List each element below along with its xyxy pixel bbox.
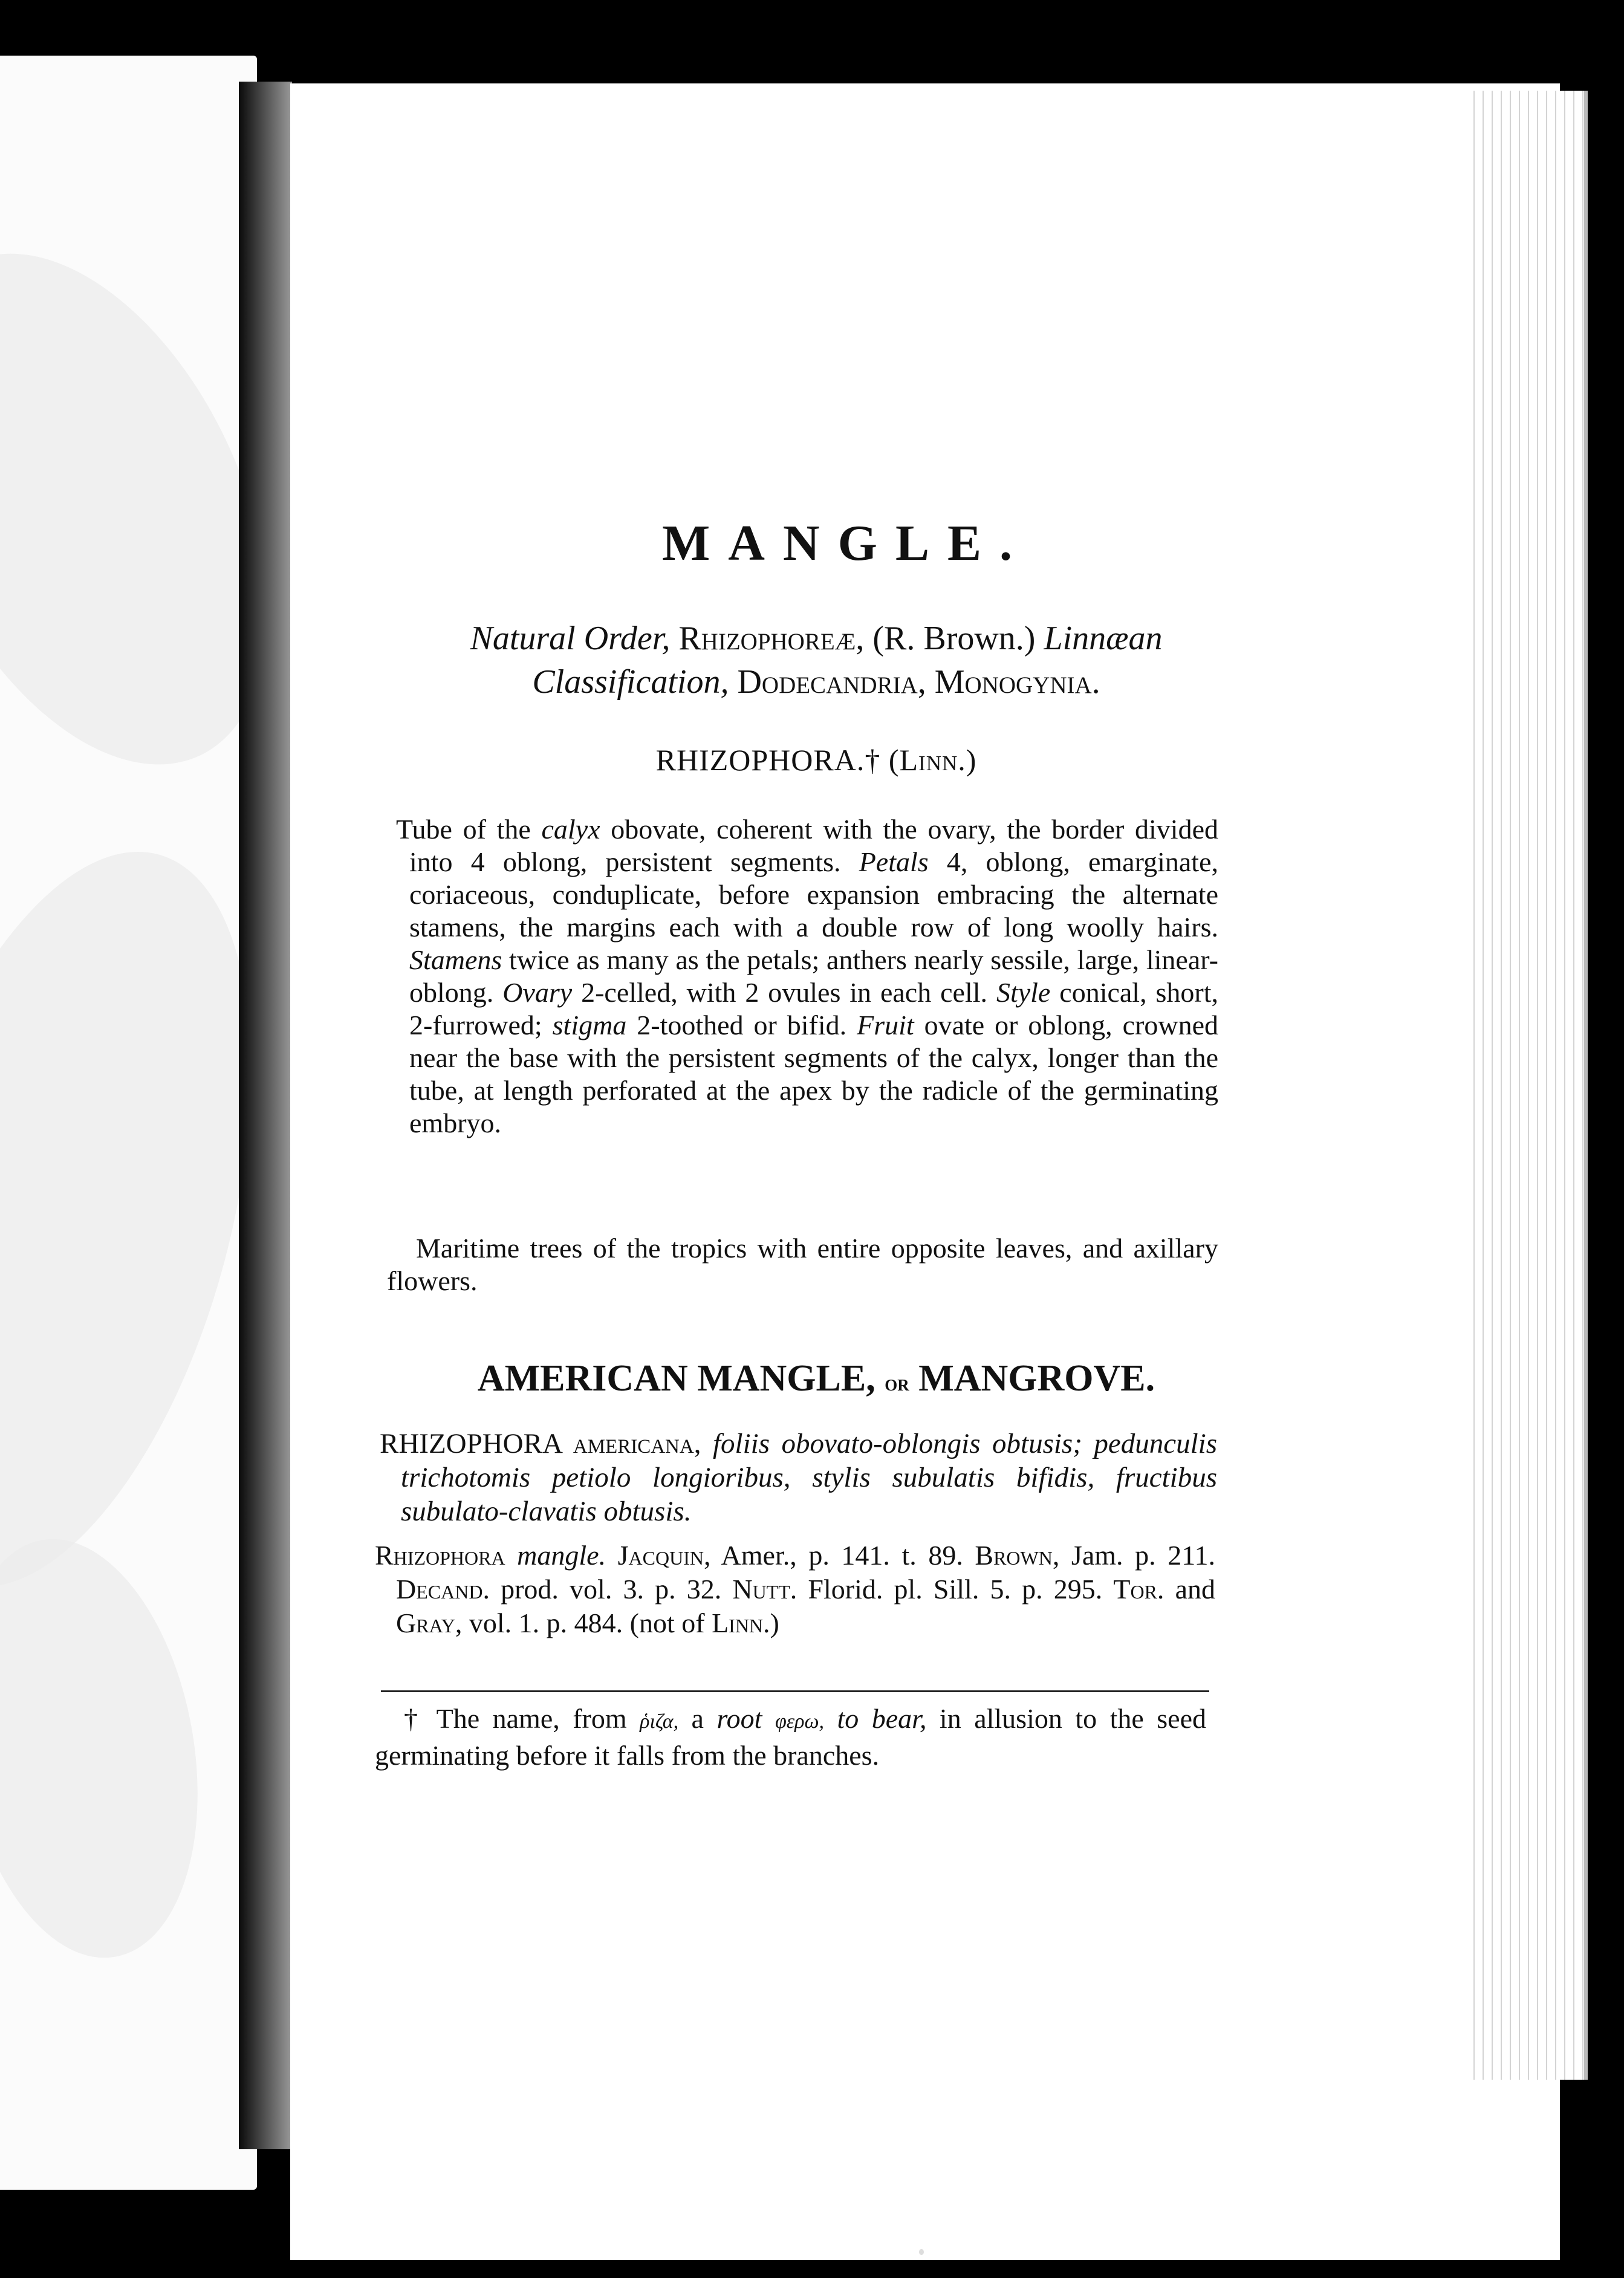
paper-speck (919, 2249, 924, 2255)
natural-order: Natural Order, Rhizophoreæ, (R. Brown.) Linnæan Classification, Dodecandria, Monogynia. (470, 620, 1163, 701)
bleed-through-plate-lower (0, 811, 257, 1628)
page-edges (1469, 91, 1588, 2080)
synonymy-references: Rhizophora mangle. Jacquin, Amer., p. 141. t. 89. Brown, Jam. p. 211. Decand. prod. vol. 3. p. 32. Nutt. Florid. pl. Sill. 5. p. 295. Tor. and Gray, vol. 1. p. 484. (not of Linn.) (375, 1540, 1215, 1638)
bleed-through-plate-bottom (0, 1520, 229, 1976)
facing-page (0, 56, 257, 2190)
book-gutter (239, 82, 292, 2149)
species-heading: AMERICAN MANGLE, or MANGROVE. (477, 1358, 1155, 1399)
page-title: MANGLE. (662, 515, 1030, 571)
habit-paragraph: Maritime trees of the tropics with entire opposite leaves, and axillary flowers. (387, 1233, 1218, 1296)
species-diagnosis: RHIZOPHORA americana, foliis obovato-oblongis obtusis; pedunculis trichotomis petiolo longioribus, stylis subulatis bifidis, fructibus subulato-clavatis obtusis. (380, 1428, 1218, 1527)
genus-heading: RHIZOPHORA.† (Linn.) (655, 743, 977, 777)
footnote-rule (381, 1690, 1209, 1692)
bleed-through-plate (0, 196, 257, 822)
genus-description: Tube of the calyx obovate, coherent with the ovary, the border divided into 4 oblong, persistent segments. Petals 4, oblong, emarginate, coriaceous, conduplicate, before expansion embracing the alternate stamens, the margins each with a double row of long woolly hairs. Stamens twice as many as the petals; anthers nearly sessile, large, linear-oblong. Ovary 2-celled, with 2 ovules in each cell. Style conical, short, 2-furrowed; stigma 2-toothed or bifid. Fruit ovate or oblong, crowned near the base with the persistent segments of the calyx, longer than the tube, at length perforated at the apex by the radicle of the germinating embryo. (396, 814, 1219, 1138)
footnote: † The name, from ῥιζα, a root φερω, to bear, in allusion to the seed germinating before it falls from the branches. (375, 1703, 1207, 1771)
page (290, 83, 1560, 2260)
